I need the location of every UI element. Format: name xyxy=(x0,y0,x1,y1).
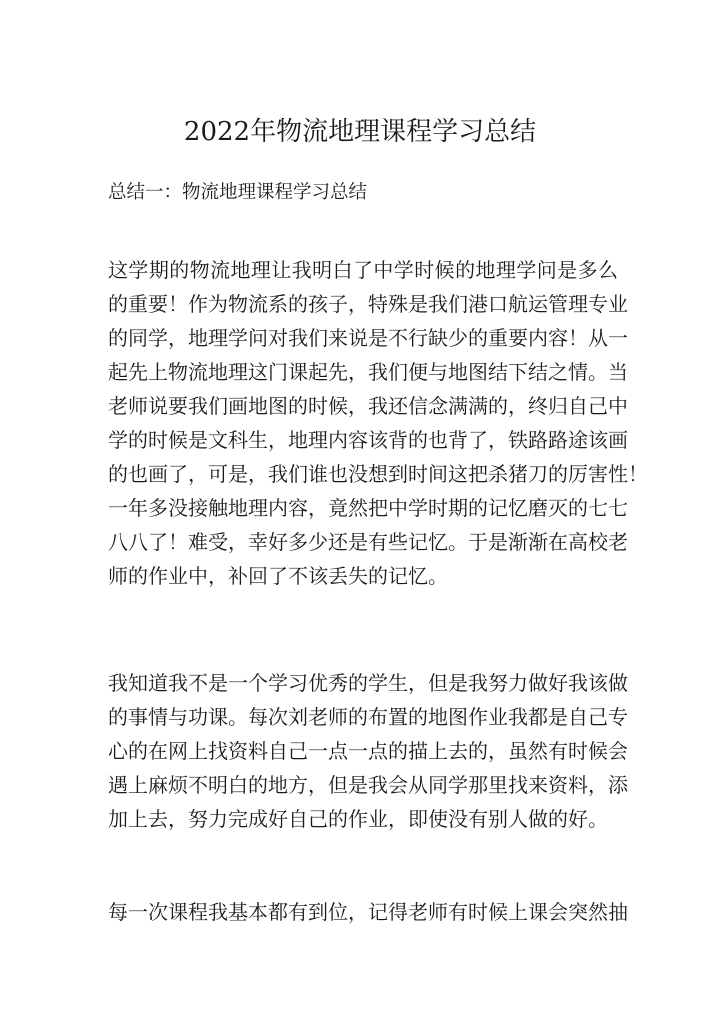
paragraph-line: 八八了！难受，幸好多少还是有些记忆。于是渐渐在高校老 xyxy=(108,530,628,554)
paragraph-line: 老师说要我们画地图的时候，我还信念满满的，终归自己中 xyxy=(108,394,628,418)
paragraph-line: 心的在网上找资料自己一点一点的描上去的，虽然有时候会 xyxy=(108,739,628,763)
paragraph-line: 的重要！作为物流系的孩子，特殊是我们港口航运管理专业 xyxy=(108,292,628,316)
paragraph-1 xyxy=(108,253,648,593)
paragraph-line: 起先上物流地理这门课起先，我们便与地图结下结之情。当 xyxy=(108,360,628,384)
paragraph-line: 的同学，地理学问对我们来说是不行缺少的重要内容！从一 xyxy=(108,326,628,350)
paragraph-line: 一年多没接触地理内容，竟然把中学时期的记忆磨灭的七七 xyxy=(108,496,628,520)
document-subtitle: 总结一：物流地理课程学习总结 xyxy=(108,182,368,203)
paragraph-line: 这学期的物流地理让我明白了中学时候的地理学问是多么 xyxy=(108,258,618,282)
document-title: 2022年物流地理课程学习总结 xyxy=(183,117,537,147)
paragraph-line: 遇上麻烦不明白的地方，但是我会从同学那里找来资料，添 xyxy=(108,773,628,797)
paragraph-2 xyxy=(108,666,628,836)
paragraph-line: 每一次课程我基本都有到位，记得老师有时候上课会突然抽 xyxy=(108,900,628,924)
paragraph-line: 我知道我不是一个学习优秀的学生，但是我努力做好我该做 xyxy=(108,671,628,695)
paragraph-line: 师的作业中，补回了不该丢失的记忆。 xyxy=(108,564,448,588)
paragraph-line: 的也画了，可是，我们谁也没想到时间这把杀猪刀的厉害性！ xyxy=(108,462,648,486)
paragraph-3 xyxy=(108,895,628,929)
paragraph-line: 的事情与功课。每次刘老师的布置的地图作业我都是自己专 xyxy=(108,705,628,729)
paragraph-line: 学的时候是文科生，地理内容该背的也背了，铁路路途该画 xyxy=(108,428,628,452)
paragraph-line: 加上去，努力完成好自己的作业，即使没有别人做的好。 xyxy=(108,807,608,831)
